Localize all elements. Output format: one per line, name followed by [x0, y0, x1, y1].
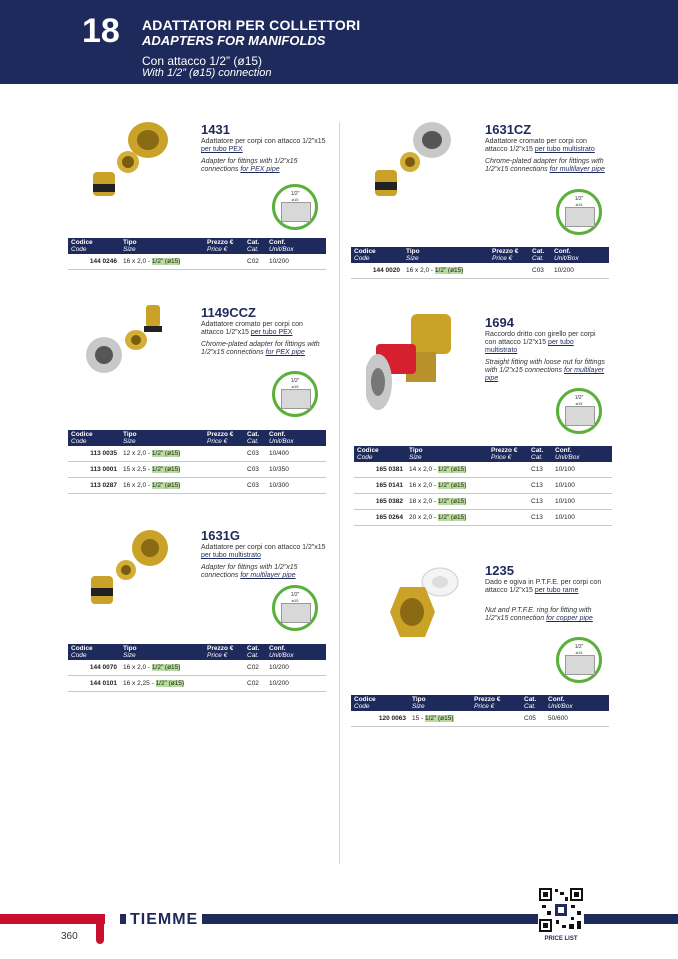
table-row: 144 0101 16 x 2,25 - 1/2” (ø15) C02 10/200 [68, 676, 326, 692]
price-list-label: PRICE LIST [544, 936, 578, 942]
fitting-1694-image [366, 312, 461, 422]
header-size: Tipo Size [409, 695, 471, 711]
table-row: 120 0063 15 - 1/2” (ø15) C05 50/600 [351, 711, 609, 727]
product-code-1631g: 1631G [201, 528, 241, 543]
table-row: 165 0141 16 x 2,0 - 1/2” (ø15) C13 10/100 [354, 478, 612, 494]
product-table-1431 [68, 238, 326, 270]
pipe-size-badge: 1/2” ø15 [556, 189, 602, 235]
qr-code-icon[interactable] [538, 887, 584, 933]
header-cat: Cat. Cat. [244, 430, 266, 446]
header-price: Prezzo € Price € [204, 644, 244, 660]
header-cat: Cat. Cat. [244, 238, 266, 254]
header-box: Conf. Unit/Box [545, 695, 609, 711]
page-header [0, 0, 678, 84]
description-it: Raccordo dritto con girello per corpi con attacco 1/2”x15 per tubo multistrato [485, 331, 596, 354]
description-en: Chrome-plated adapter for fittings with 1/2”x15 connections for PEX pipe [201, 341, 320, 356]
header-box: Conf. Unit/Box [266, 238, 326, 254]
chapter-title-it: ADATTATORI PER COLLETTORI [142, 17, 361, 33]
header-size: Tipo Size [120, 238, 204, 254]
header-price: Prezzo € Price € [204, 430, 244, 446]
header-code: Codice Code [68, 644, 120, 660]
header-price: Prezzo € Price € [488, 446, 528, 462]
product-table-1149ccz [68, 430, 326, 494]
table-row: 165 0264 20 x 2,0 - 1/2” (ø15) C13 10/100 [354, 510, 612, 526]
pipe-size-badge: 1/2” ø15 [272, 585, 318, 631]
description-it: Adattatore per corpi con attacco 1/2”x15 per tubo PEX [201, 138, 326, 153]
product-code-1431: 1431 [201, 122, 230, 137]
product-code-1235: 1235 [485, 563, 514, 578]
adapter-1631g-image [88, 528, 178, 608]
page-number: 360 [61, 931, 78, 942]
description-en: Adapter for fittings with 1/2”x15 connections for PEX pipe [201, 158, 298, 173]
description-it: Dado e ogiva in P.T.F.E. per corpi con attacco 1/2”x15 per tubo rame [485, 579, 602, 594]
header-code: Codice Code [354, 446, 406, 462]
adapter-1149ccz-image [84, 300, 179, 380]
description-en: Nut and P.T.F.E. ring for fitting with 1/2”x15 connection for copper pipe [485, 607, 593, 622]
table-row: 144 0246 16 x 2,0 - 1/2” (ø15) C02 10/200 [68, 254, 326, 270]
header-cat: Cat. Cat. [244, 644, 266, 660]
header-code: Codice Code [68, 238, 120, 254]
pipe-size-badge: 1/2” ø15 [272, 184, 318, 230]
product-table-1694 [354, 446, 612, 526]
header-cat: Cat. Cat. [528, 446, 552, 462]
product-table-1631cz [351, 247, 609, 279]
pipe-size-badge: 1/2” ø15 [272, 371, 318, 417]
product-table-1631g [68, 644, 326, 692]
connection-it: Con attacco 1/2” (ø15) [142, 54, 263, 68]
description-it: Adattatore cromato per corpi con attacco 1/2”x15 per tubo PEX [201, 321, 303, 336]
table-row: 144 0070 16 x 2,0 - 1/2” (ø15) C02 10/200 [68, 660, 326, 676]
pipe-size-badge: 1/2” ø15 [556, 388, 602, 434]
table-row: 165 0382 18 x 2,0 - 1/2” (ø15) C13 10/100 [354, 494, 612, 510]
header-price: Prezzo € Price € [471, 695, 521, 711]
header-size: Tipo Size [403, 247, 489, 263]
table-row: 165 0381 14 x 2,0 - 1/2” (ø15) C13 10/100 [354, 462, 612, 478]
header-code: Codice Code [68, 430, 120, 446]
product-table-1235 [351, 695, 609, 727]
chapter-title-en: ADAPTERS FOR MANIFOLDS [142, 33, 326, 48]
product-code-1694: 1694 [485, 315, 514, 330]
header-size: Tipo Size [120, 644, 204, 660]
column-divider [339, 122, 340, 864]
header-box: Conf. Unit/Box [552, 446, 612, 462]
header-price: Prezzo € Price € [204, 238, 244, 254]
header-box: Conf. Unit/Box [551, 247, 609, 263]
footer-blue-bar [120, 914, 678, 924]
header-size: Tipo Size [120, 430, 204, 446]
header-code: Codice Code [351, 695, 409, 711]
product-code-1149ccz: 1149CCZ [201, 305, 256, 320]
table-row: 113 0001 15 x 2,5 - 1/2” (ø15) C03 10/350 [68, 462, 326, 478]
description-it: Adattatore cromato per corpi con attacco 1/2”x15 per tubo multistrato [485, 138, 595, 153]
header-size: Tipo Size [406, 446, 488, 462]
footer-red-bar [0, 914, 105, 924]
adapter-1631cz-image [370, 120, 460, 200]
description-it: Adattatore per corpi con attacco 1/2”x15 per tubo multistrato [201, 544, 326, 559]
table-row: 113 0035 12 x 2,0 - 1/2” (ø15) C03 10/400 [68, 446, 326, 462]
table-row: 144 0020 16 x 2,0 - 1/2” (ø15) C03 10/200 [351, 263, 609, 279]
nut-1235-image [370, 562, 470, 652]
pipe-size-badge: 1/2” ø15 [556, 637, 602, 683]
header-price: Prezzo € Price € [489, 247, 529, 263]
connection-en: With 1/2” (ø15) connection [142, 67, 272, 79]
table-row: 113 0287 16 x 2,0 - 1/2” (ø15) C03 10/300 [68, 478, 326, 494]
header-cat: Cat. Cat. [529, 247, 551, 263]
header-cat: Cat. Cat. [521, 695, 545, 711]
description-en: Chrome-plated adapter for fittings with 1/2”x15 connections for multilayer pipe [485, 158, 605, 173]
header-code: Codice Code [351, 247, 403, 263]
footer-red-hook [96, 914, 104, 944]
description-en: Adapter for fittings with 1/2”x15 connections for multilayer pipe [201, 564, 298, 579]
product-code-1631cz: 1631CZ [485, 122, 532, 137]
header-box: Conf. Unit/Box [266, 430, 326, 446]
adapter-1431-image [88, 120, 178, 200]
brand-logo: TIEMME [126, 911, 202, 929]
chapter-number: 18 [82, 12, 120, 50]
description-en: Straight fitting with loose nut for fittings with 1/2”x15 connections for multilayer pipe [485, 359, 605, 382]
header-box: Conf. Unit/Box [266, 644, 326, 660]
